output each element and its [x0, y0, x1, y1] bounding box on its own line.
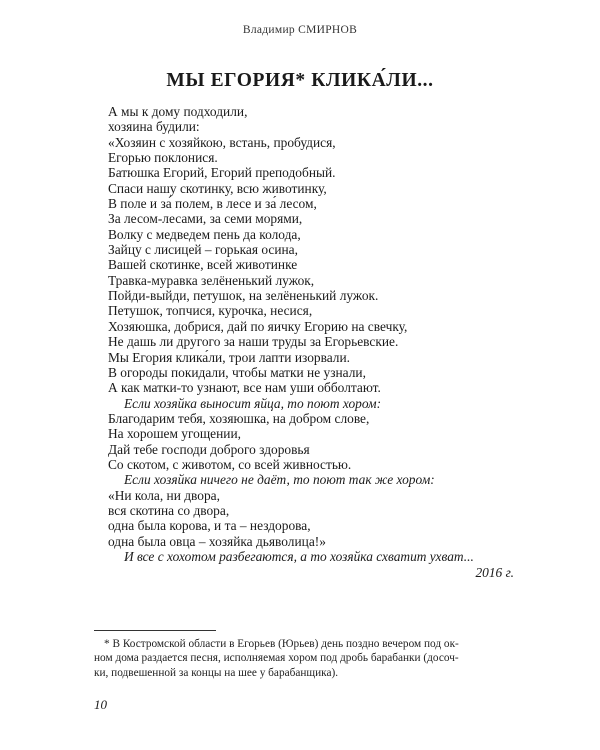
poem-date: 2016 г. [475, 565, 514, 580]
footnote-line: * В Костромской области в Егорьев (Юрьев) день поздно вечером под ок- [104, 638, 459, 650]
poem-line: Хозяюшка, добрися, дай по яичку Егорию на свечку, [108, 318, 408, 334]
poem-line: Со скотом, с животом, со всей живностью. [108, 456, 352, 472]
poem-line: В огороды покидали, чтобы матки не узнали, [108, 364, 366, 380]
poem-body [108, 104, 548, 564]
stage-direction: Если хозяйка ничего не даёт, то поют так же хором: [124, 472, 435, 488]
poem-line: Дай тебе господи доброго здоровья [108, 441, 310, 457]
running-header-author: Владимир СМИРНОВ [242, 24, 358, 36]
poem-line: А мы к дому подходили, [108, 104, 248, 119]
poem-line: хозяина будили: [108, 119, 200, 135]
footnote-line: ном дома раздается песня, исполняемая хором под дробь барабанки (досоч- [94, 652, 459, 665]
poem-line: На хорошем угощении, [108, 426, 241, 442]
poem-line: За лесом-лесами, за семи морями, [108, 211, 303, 227]
poem-line: «Ни кола, ни двора, [108, 487, 220, 503]
poem-line: Петушок, топчися, курочка, несися, [108, 303, 313, 319]
poem-line: Не дашь ли другого за наши труды за Егорьевские. [108, 334, 399, 350]
poem-line: Волку с медведем пень да колода, [108, 226, 301, 242]
poem-line: В поле и за́ полем, в лесе и за́ лесом, [108, 196, 317, 212]
footnote [94, 637, 526, 680]
poem-line: Зайцу с лисицей – горькая осина, [108, 242, 298, 258]
stage-direction: И все с хохотом разбегаются, а то хозяйка схватит ухват... [124, 548, 474, 564]
stage-direction: Если хозяйка выносит яйца, то поют хором: [124, 395, 382, 411]
poem-line: Пойди-выйди, петушок, на зелёненький лужок. [108, 288, 379, 304]
poem-line: Егорью поклонися. [108, 150, 218, 166]
poem-line: Спаси нашу скотинку, всю животинку, [108, 180, 327, 196]
poem-line: Батюшка Егорий, Егорий преподобный. [108, 165, 336, 181]
poem-line: Вашей скотинке, всей животинке [108, 257, 298, 273]
poem-line: Благодарим тебя, хозяюшка, на добром слове, [108, 410, 370, 426]
poem-line: А как матки-то узнают, все нам уши обболтают. [108, 380, 381, 396]
poem-line: Мы Егория клика́ли, трои лапти изорвали. [108, 349, 350, 365]
poem-line: вся скотина со двора, [108, 502, 230, 518]
poem-line: Травка-муравка зелёненький лужок, [108, 272, 315, 288]
page-number: 10 [94, 697, 107, 712]
poem-line: «Хозяин с хозяйкою, встань, пробудися, [108, 134, 336, 150]
poem-line: одна была корова, и та – нездорова, [108, 518, 311, 534]
footnote-line: ки, подвешенной за концы на шее у барабанщика). [94, 666, 339, 679]
poem-title: МЫ ЕГОРИЯ* КЛИКА́ЛИ... [166, 70, 434, 91]
poem-line: одна была овца – хозяйка дьяволица!» [108, 533, 326, 549]
footnote-divider [94, 630, 216, 631]
